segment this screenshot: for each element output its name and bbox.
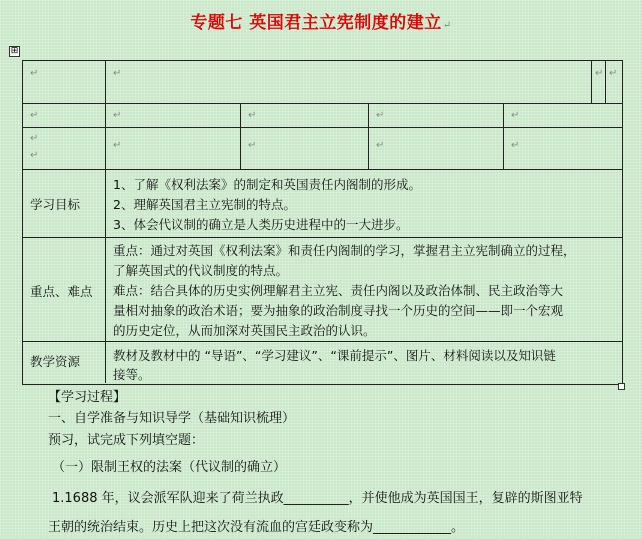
paragraph-mark-icon: ↵ bbox=[595, 68, 604, 79]
table-rule bbox=[22, 237, 622, 238]
key-point-line: 重点：通过对英国《权利法案》和责任内阁制的学习，掌握君主立宪制确立的过程， bbox=[113, 243, 576, 258]
paragraph-mark-icon: ↵ bbox=[113, 110, 122, 121]
paragraph-mark-icon: ↵ bbox=[30, 68, 39, 79]
table-rule bbox=[22, 341, 622, 342]
paragraph-mark-icon: ↵ bbox=[376, 110, 385, 121]
question-text: 1.1688 年，议会派军队迎来了荷兰执政__________，并使他成为英国国王，复辟的斯图亚特 bbox=[52, 491, 583, 506]
paragraph-mark-icon: ↵ bbox=[609, 68, 618, 79]
document-title: 专题七 英国君主立宪制度的建立↵ bbox=[190, 13, 452, 33]
paragraph-mark-icon: ↵ bbox=[30, 110, 39, 121]
resources-line: 教材及教材中的 “导语”、“学习建议”、“课前提示”、图片、材料阅读以及知识链 bbox=[113, 348, 556, 363]
paragraph-mark-icon: ↵ bbox=[511, 110, 520, 121]
key-point-line: 的历史定位，从而加深对英国民主政治的认识。 bbox=[113, 323, 376, 338]
paragraph-mark-icon: ↵ bbox=[30, 133, 39, 144]
objectives-label: 学习目标 bbox=[30, 197, 81, 212]
table-rule bbox=[240, 103, 241, 169]
process-heading: 【学习过程】 bbox=[48, 390, 127, 405]
paragraph-mark-icon: ↵ bbox=[30, 150, 39, 161]
table-rule bbox=[22, 127, 622, 128]
paragraph-mark-icon: ↵ bbox=[113, 68, 122, 79]
table-rule bbox=[22, 169, 622, 170]
key-point-line: 量相对抽象的政治术语；要为抽象的政治制度寻找一个历史的空间——即一个宏观 bbox=[113, 303, 564, 318]
table-rule bbox=[368, 103, 369, 169]
objective-item: 2、理解英国君主立宪制的特点。 bbox=[113, 197, 296, 212]
objective-item: 1、了解《权利法案》的制定和英国责任内阁制的形成。 bbox=[113, 177, 421, 192]
table-rule bbox=[605, 60, 606, 103]
key-point-line: 了解英国式的代议制度的特点。 bbox=[113, 263, 289, 278]
table-rule bbox=[591, 60, 592, 103]
resources-label: 教学资源 bbox=[30, 354, 81, 369]
paragraph-mark-icon: ↵ bbox=[113, 140, 122, 151]
resources-line: 接等。 bbox=[113, 367, 151, 382]
table-move-handle-icon[interactable]: ⊞ bbox=[10, 46, 19, 56]
question-text: 王朝的统治结束。历史上把这次没有流血的宫廷政变称为____________。 bbox=[48, 520, 465, 535]
paragraph-mark-icon: ↵ bbox=[248, 110, 257, 121]
paragraph-mark-icon: ↵ bbox=[511, 140, 520, 151]
section-heading: 一、自学准备与知识导学（基础知识梳理） bbox=[48, 411, 296, 426]
table-resize-handle[interactable] bbox=[618, 383, 625, 390]
objective-item: 3、体会代议制的确立是人类历史进程中的一大进步。 bbox=[113, 217, 409, 232]
paragraph-mark-icon: ↵ bbox=[248, 140, 257, 151]
paragraph-mark-icon: ↵ bbox=[376, 140, 385, 151]
key-points-label: 重点、难点 bbox=[30, 284, 93, 299]
preview-instruction: 预习，试完成下列填空题： bbox=[48, 433, 205, 448]
key-point-line: 难点：结合具体的历史实例理解君主立宪、责任内阁以及政治体制、民主政治等大 bbox=[113, 283, 564, 298]
paragraph-mark-icon: ↵ bbox=[442, 20, 452, 31]
table-rule bbox=[503, 103, 504, 169]
table-rule bbox=[22, 103, 622, 104]
table-rule bbox=[105, 60, 106, 383]
subsection-heading: （一）限制王权的法案（代议制的确立） bbox=[52, 460, 287, 475]
